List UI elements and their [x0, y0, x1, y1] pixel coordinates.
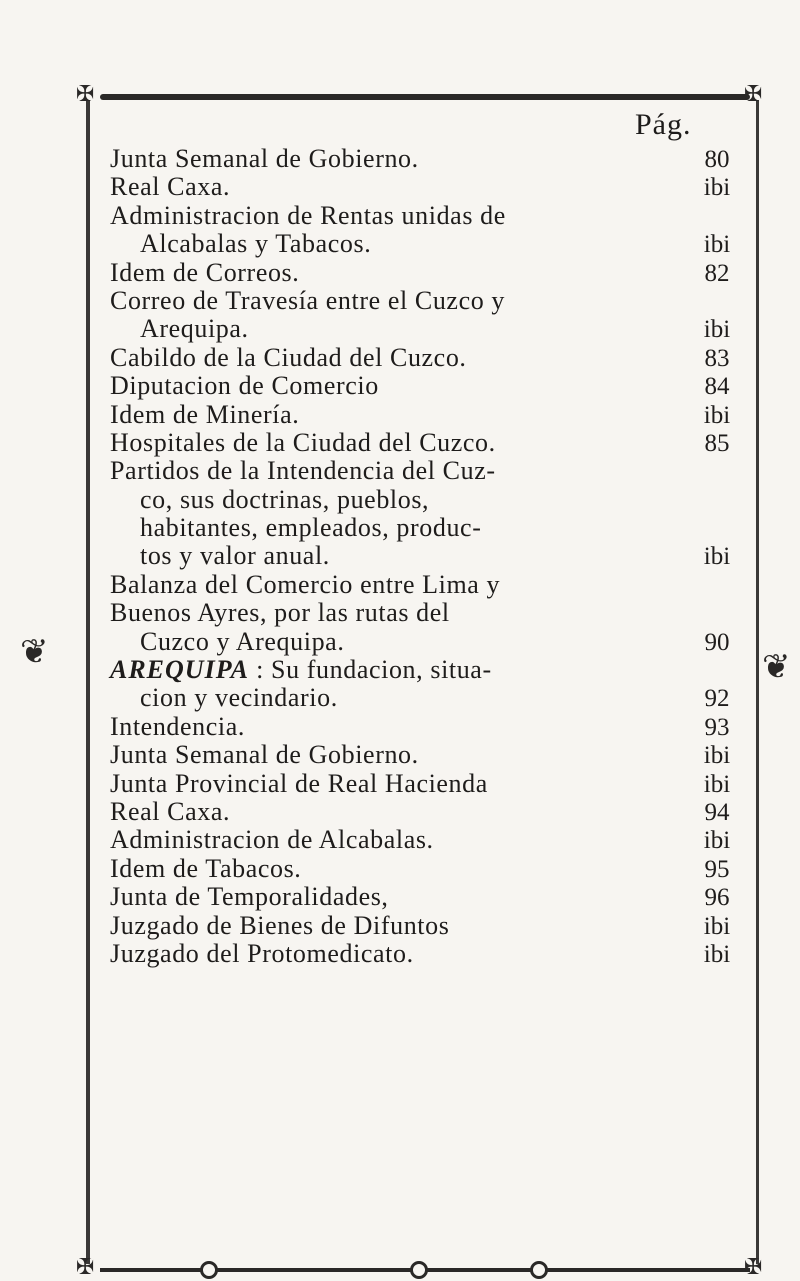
page-column-header: Pág.	[635, 108, 692, 141]
toc-entry	[110, 912, 750, 940]
toc-entry-title: Administracion de Rentas unidas de	[110, 200, 506, 230]
toc-entry	[110, 173, 750, 201]
toc-entry-title: habitantes, empleados, produc-	[140, 513, 482, 543]
toc-entry-title: Cuzco y Arequipa.	[140, 626, 345, 656]
toc-entry	[110, 401, 750, 429]
toc-entry-page: 96	[704, 884, 730, 912]
toc-entry	[110, 315, 750, 343]
corner-ornament-icon: ✠	[76, 1255, 95, 1280]
toc-entry	[110, 599, 750, 627]
corner-ornament-icon: ✠	[744, 82, 763, 107]
toc-entry-title: Hospitales de la Ciudad del Cuzco.	[110, 427, 496, 457]
toc-entry	[110, 287, 750, 315]
toc-entry-title: co, sus doctrinas, pueblos,	[140, 484, 430, 514]
toc-entry-page: 93	[704, 713, 730, 741]
toc-entry	[110, 429, 750, 457]
toc-entry	[110, 486, 750, 514]
table-of-contents	[110, 145, 750, 968]
toc-entry-title: Idem de Minería.	[110, 399, 300, 429]
toc-entry-title: Administracion de Alcabalas.	[110, 825, 434, 855]
toc-entry	[110, 542, 750, 570]
toc-entry-title: Junta Semanal de Gobierno.	[110, 144, 419, 173]
toc-entry-page: 80	[704, 146, 730, 173]
toc-entry	[110, 628, 750, 656]
corner-ornament-icon: ✠	[744, 1255, 763, 1280]
toc-entry-title: Junta Provincial de Real Hacienda	[110, 768, 488, 798]
toc-entry-page: ibi	[703, 912, 731, 940]
toc-entry-page: ibi	[703, 940, 731, 968]
toc-entry-page: ibi	[703, 827, 731, 855]
toc-entry-page: ibi	[703, 401, 731, 429]
toc-entry	[110, 259, 750, 287]
top-border-rule	[100, 94, 750, 100]
toc-entry-title: tos y valor anual.	[140, 541, 330, 571]
toc-entry-title: cion y vecindario.	[140, 683, 338, 713]
toc-entry	[110, 145, 750, 173]
toc-entry-title: Buenos Ayres, por las rutas del	[110, 598, 450, 628]
toc-entry	[110, 798, 750, 826]
corner-ornament-icon: ✠	[76, 82, 95, 107]
toc-entry	[110, 457, 750, 485]
right-border-line	[756, 100, 759, 1264]
toc-entry	[110, 684, 750, 712]
border-ring-ornament	[200, 1261, 218, 1279]
toc-entry	[110, 571, 750, 599]
toc-entry-title: Correo de Travesía entre el Cuzco y	[110, 285, 506, 315]
toc-entry	[110, 344, 750, 372]
toc-entry-page: 92	[704, 685, 730, 713]
toc-entry-title: Juzgado de Bienes de Difuntos	[110, 910, 450, 940]
toc-entry-page: ibi	[703, 742, 731, 770]
side-ornament-icon: ❦	[762, 647, 791, 687]
toc-entry	[110, 770, 750, 798]
toc-entry-title: Diputacion de Comercio	[110, 371, 379, 401]
toc-entry-title: Idem de Correos.	[110, 257, 300, 287]
border-ring-ornament	[410, 1261, 428, 1279]
left-border-line	[86, 100, 90, 1264]
toc-entry	[110, 883, 750, 911]
side-ornament-icon: ❦	[20, 632, 49, 672]
toc-entry-page: ibi	[703, 316, 731, 344]
toc-entry-page: ibi	[703, 231, 731, 259]
toc-entry-page: 83	[704, 344, 730, 372]
toc-entry-title: Idem de Tabacos.	[110, 853, 302, 883]
toc-entry	[110, 514, 750, 542]
toc-entry	[110, 940, 750, 968]
toc-entry-title: Real Caxa.	[110, 172, 231, 202]
toc-entry	[110, 372, 750, 400]
toc-entry-title: Junta Semanal de Gobierno.	[110, 740, 419, 770]
toc-entry-title: Intendencia.	[110, 711, 245, 741]
toc-entry-title: Alcabalas y Tabacos.	[140, 229, 372, 259]
toc-entry-title: AREQUIPA : Su fundacion, situa-	[110, 655, 492, 685]
toc-entry	[110, 230, 750, 258]
toc-entry-page: 95	[704, 855, 730, 883]
toc-entry-page: ibi	[703, 770, 731, 798]
toc-entry-page: 82	[704, 259, 730, 287]
toc-entry-title: Partidos de la Intendencia del Cuz-	[110, 456, 496, 486]
toc-entry-page: 85	[704, 429, 730, 457]
toc-entry-title: Junta de Temporalidades,	[110, 882, 389, 912]
toc-entry	[110, 741, 750, 769]
toc-entry	[110, 826, 750, 854]
toc-entry	[110, 202, 750, 230]
toc-entry-title: Real Caxa.	[110, 796, 231, 826]
toc-entry-title: Balanza del Comercio entre Lima y	[110, 569, 501, 599]
toc-entry-page: 84	[704, 373, 730, 401]
toc-entry-title: Arequipa.	[140, 314, 249, 344]
toc-entry-title: Juzgado del Protomedicato.	[110, 938, 414, 968]
toc-entry-page: ibi	[703, 174, 731, 202]
toc-entry	[110, 855, 750, 883]
toc-entry-page: ibi	[703, 543, 731, 571]
toc-entry-page: 94	[704, 798, 730, 826]
toc-entry-page: 90	[704, 628, 730, 656]
toc-entry	[110, 713, 750, 741]
toc-entry	[110, 656, 750, 684]
border-ring-ornament	[530, 1261, 548, 1279]
toc-entry-title: Cabildo de la Ciudad del Cuzco.	[110, 342, 467, 372]
